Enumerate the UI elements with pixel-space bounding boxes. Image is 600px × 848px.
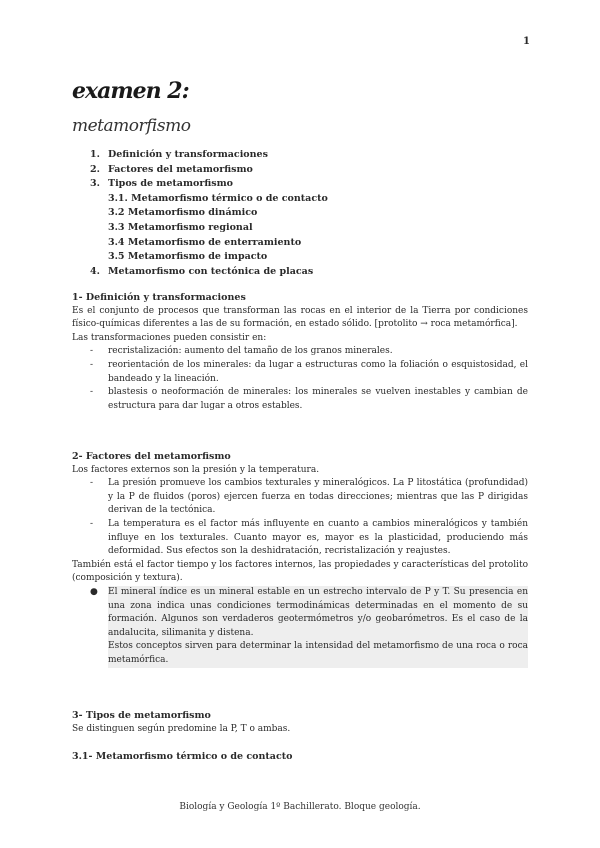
section-2-heading: 2- Factores del metamorfismo: [72, 451, 231, 462]
section-3: [72, 709, 528, 764]
section-1-intro: Las transformaciones pueden consistir en:: [72, 332, 267, 343]
toc-item: 2. Factores del metamorfismo: [90, 163, 253, 175]
index-mineral-text: El mineral índice es un mineral estable en un estrecho intervalo de P y T. Su presencia en una zona indica unas condiciones termodinámicas determinadas en el momento de su formación. Algunos son verdaderos geotermómetros y/o geobarómetros. Es el caso de la andalucita, silimanita y distena.: [108, 586, 528, 640]
factors-list: [72, 477, 528, 559]
transformations-list: [72, 345, 528, 413]
table-of-contents: [90, 148, 328, 279]
toc-subitem: 3.5 Metamorfismo de impacto: [108, 251, 268, 263]
toc-subitem: 3.1. Metamorfismo térmico o de contacto: [108, 192, 328, 204]
index-mineral-note: [72, 586, 528, 668]
list-item: - La temperatura es el factor más influyente en cuanto a cambios mineralógicos y también influye en los texturales. Cuanto mayor es, mayor es la plasticidad, produciendo más deformidad. Sus efectos son la deshidratación, recristalización y reajustes.: [72, 518, 528, 559]
toc-item: 3. Tipos de metamorfismo: [90, 178, 233, 190]
toc-item: 4. Metamorfismo con tectónica de placas: [90, 265, 314, 277]
section-2-intro: Los factores externos son la presión y la temperatura.: [72, 464, 320, 475]
toc-subitem: 3.3 Metamorfismo regional: [108, 221, 253, 233]
section-1-definition: Es el conjunto de procesos que transforman las rocas en el interior de la Tierra por condiciones físico-químicas diferentes a las de su formación, en estado sólido. [protolito → roca metamórfica].: [72, 305, 528, 330]
toc-subitem: 3.4 Metamorfismo de enterramiento: [108, 236, 302, 248]
list-item: - blastesis o neoformación de minerales: los minerales se vuelven inestables y cambian de estructura para dar lugar a otros estables.: [72, 386, 528, 413]
section-1: [72, 291, 528, 413]
section-3-1-heading: 3.1- Metamorfismo térmico o de contacto: [72, 751, 293, 763]
list-item: - La presión promueve los cambios texturales y mineralógicos. La P litostática (profundidad) y la P de fluidos (poros) ejercen fuerza en todas direcciones; mientras que las P dirigidas derivan de la tectónica.: [72, 477, 528, 518]
section-2: [72, 450, 528, 668]
page-title: examen 2:: [72, 78, 189, 104]
toc-item: 1. Definición y transformaciones: [90, 149, 268, 160]
toc-subitem: 3.2 Metamorfismo dinámico: [108, 207, 258, 219]
list-item: - recristalización: aumento del tamaño de los granos minerales.: [72, 345, 528, 359]
section-3-heading: 3- Tipos de metamorfismo: [72, 710, 211, 721]
index-mineral-conclusion: Estos conceptos sirven para determinar la intensidad del metamorfismo de una roca o roca metamórfica.: [108, 640, 528, 667]
section-1-heading: 1- Definición y transformaciones: [72, 292, 246, 303]
page-number: 1: [523, 36, 530, 47]
section-3-intro: Se distinguen según predomine la P, T o ambas.: [72, 723, 291, 734]
section-2-paragraph: También está el factor tiempo y los factores internos, las propiedades y características del protolito (composición y textura).: [72, 559, 528, 584]
bullet-dot: ●: [90, 586, 98, 597]
page-subtitle: metamorfismo: [72, 116, 191, 136]
list-item: - reorientación de los minerales: da lugar a estructuras como la foliación o esquistosidad, el bandeado y la lineación.: [72, 359, 528, 386]
page-footer: Biología y Geología 1º Bachillerato. Bloque geología.: [179, 802, 421, 812]
